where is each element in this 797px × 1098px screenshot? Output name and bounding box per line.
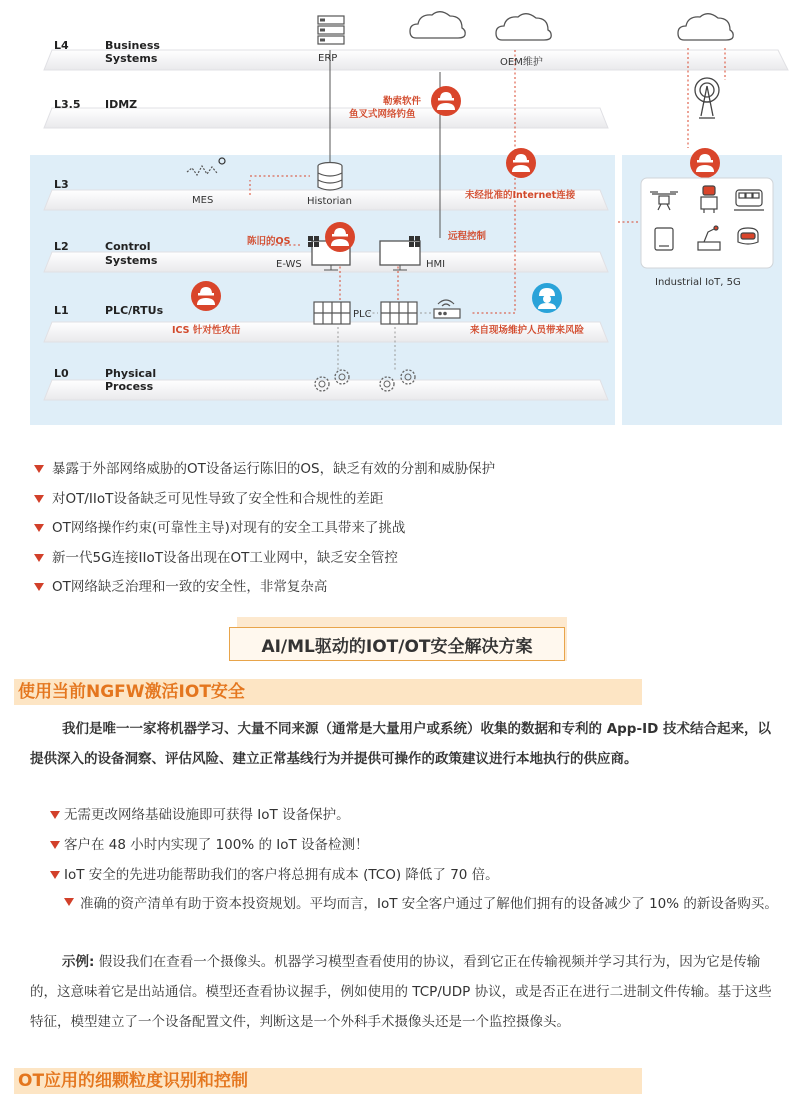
triangle-bullet-icon [64,898,74,906]
triangle-bullet-icon [50,871,60,879]
layer-code: L2 [54,240,69,253]
list-item: IoT 安全的先进功能帮助我们的客户将总拥有成本 (TCO) 降低了 70 倍。 [64,860,499,890]
erp-server-icon [318,16,344,44]
layer-code: L1 [54,304,69,317]
example-paragraph [30,947,782,1037]
cloud-icon [410,12,465,38]
triangle-bullet-icon [50,841,60,849]
triangle-bullet-icon [50,811,60,819]
field-technician-icon [532,283,562,313]
oem-label: OEM维护 [500,57,543,68]
list-item: OT网络操作约束(可靠性主导)对现有的安全工具带来了挑战 [34,514,495,544]
hacker-icon [431,86,461,116]
layer-name: Control [105,240,151,253]
banner-title: AI/ML驱动的IOT/OT安全解决方案 [229,627,565,661]
example-text: 假设我们在查看一个摄像头。机器学习模型查看使用的协议，看到它正在传输视频并学习其行为，因为它是传输的，这意味着它是出站通信。模型还查看协议握手，例如使用的 TCP/UDP 协议，或是否正在进行二进制文件传输。基于这些特征，模型建立了一个设备配置文件，判断这是一个外科手术摄像头还是一个监控摄像头。 [30,954,772,1030]
threat-internet-label: 未经批准的Internet连接 [465,190,576,201]
layer-name: Business [105,39,160,52]
section-heading: OT应用的细颗粒度识别和控制 [14,1068,642,1094]
list-item: OT网络缺乏治理和一致的安全性，非常复杂高 [34,573,495,603]
hacker-icon [191,281,221,311]
triangle-bullet-icon [34,583,44,591]
ot-network-diagram [0,0,797,440]
layer-name: Process [105,380,154,393]
layer-name: Physical [105,367,157,380]
erp-label: ERP [318,53,338,64]
list-item: 无需更改网络基础设施即可获得 IoT 设备保护。 [64,800,350,830]
iiot-label: Industrial IoT, 5G [655,277,741,288]
layer-code: L3.5 [54,98,81,111]
section-heading: 使用当前NGFW激活IOT安全 [14,679,642,705]
layer-name: PLC/RTUs [105,304,164,317]
hmi-label: HMI [426,259,446,270]
triangle-bullet-icon [34,554,44,562]
intro-paragraph: 我们是唯一一家将机器学习、大量不同来源（通常是大量用户或系统）收集的数据和专利的 App-ID 技术结合起来，以提供深入的设备洞察、评估风险、建立正常基线行为并提供可操作的政策建议进行本地执行的供应商。 [30,721,772,767]
threat-remote-label: 远程控制 [448,231,487,242]
list-item: 客户在 48 小时内实现了 100% 的 IoT 设备检测！ [64,830,369,860]
list-item: 对OT/IIoT设备缺乏可见性导致了安全性和合规性的差距 [34,485,495,515]
triangle-bullet-icon [34,465,44,473]
ews-label: E-WS [276,259,302,270]
mes-label: MES [192,195,214,206]
threat-ics-label: ICS 针对性攻击 [172,325,241,336]
historian-label: Historian [307,196,352,207]
oem-cloud-icon [496,14,551,40]
layer-name: Systems [105,254,158,267]
cell-tower-icon [695,78,719,118]
plc-module-icon [381,302,417,324]
risk-list [34,455,495,603]
historian-database-icon [318,163,342,191]
layer-name: IDMZ [105,98,138,111]
hacker-icon [325,222,355,252]
hacker-icon [506,148,536,178]
threat-field-label: 来自现场维护人员带来风险 [470,325,585,336]
plc-module-icon [314,302,350,324]
layer-code: L3 [54,178,69,191]
threat-phishing-label: 鱼叉式网络钓鱼 [349,109,416,120]
list-item: 准确的资产清单有助于资本投资规划。平均而言，IoT 安全客户通过了解他们拥有的设备减少了 10% 的新设备购买。 [30,889,782,919]
layer-code: L4 [54,39,69,52]
layer-name: Systems [105,52,158,65]
triangle-bullet-icon [34,524,44,532]
list-item: 新一代5G连接IIoT设备出现在OT工业网中，缺乏安全管控 [34,544,495,574]
plc-label: PLC [353,309,372,320]
solution-banner [229,617,575,665]
threat-old-os-label: 陈旧的OS [247,236,291,247]
list-item: 暴露于外部网络威胁的OT设备运行陈旧的OS，缺乏有效的分割和威胁保护 [34,455,495,485]
layer-code: L0 [54,367,69,380]
iiot-cloud-icon [678,14,733,40]
example-label: 示例: [62,954,95,970]
triangle-bullet-icon [34,495,44,503]
threat-ransomware-label: 勒索软件 [383,96,422,107]
hacker-icon [690,148,720,178]
